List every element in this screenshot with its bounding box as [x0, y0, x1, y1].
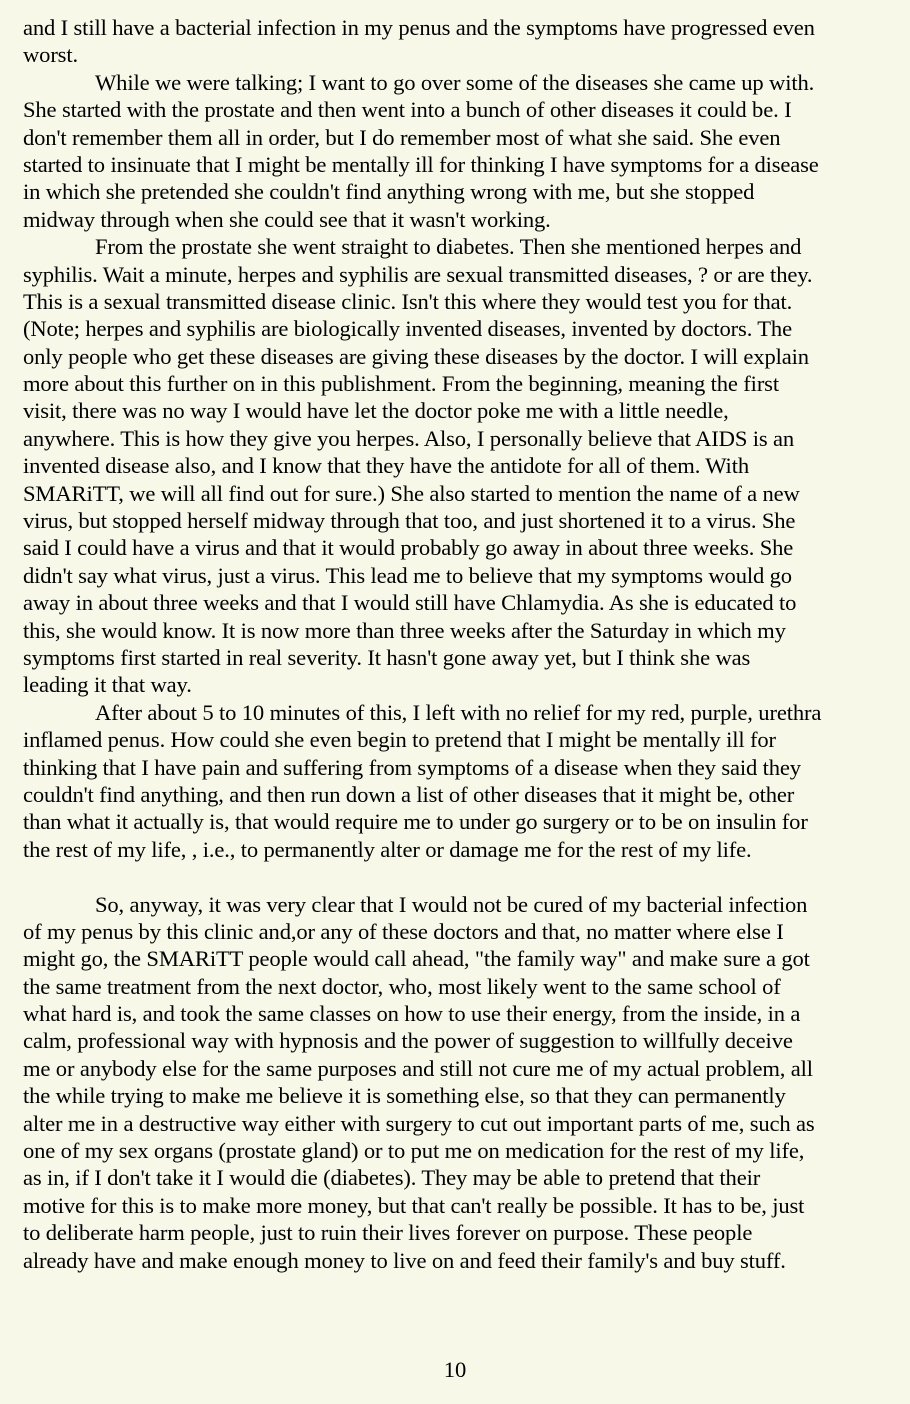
text-line: as in, if I don't take it I would die (diabetes). They may be able to pretend that their — [23, 1165, 761, 1191]
page-number: 10 — [443, 1357, 467, 1382]
text-line: away in about three weeks and that I would still have Chlamydia. As she is educated to — [23, 590, 797, 616]
paragraph-2 — [23, 233, 889, 699]
text-line: leading it that way. — [23, 672, 192, 698]
text-line: This is a sexual transmitted disease clinic. Isn't this where they would test you for that. — [23, 288, 793, 314]
text-line: the same treatment from the next doctor, who, most likely went to the same school of — [23, 973, 781, 999]
text-line: midway through when she could see that it wasn't working. — [23, 206, 551, 232]
document-page — [23, 14, 889, 1274]
text-line: this, she would know. It is now more than three weeks after the Saturday in which my — [23, 617, 786, 643]
text-line: virus, but stopped herself midway through that too, and just shortened it to a virus. She — [23, 508, 796, 534]
text-line: already have and make enough money to live on and feed their family's and buy stuff. — [23, 1247, 786, 1273]
text-line: than what it actually is, that would require me to under go surgery or to be on insulin for — [23, 809, 808, 835]
text-line: only people who get these diseases are giving these diseases by the doctor. I will explain — [23, 343, 809, 369]
paragraph-4 — [23, 891, 889, 1274]
text-line: started to insinuate that I might be mentally ill for thinking I have symptoms for a disease — [23, 151, 819, 177]
text-line: the while trying to make me believe it is something else, so that they can permanently — [23, 1083, 786, 1109]
text-line: SMARiTT, we will all find out for sure.) She also started to mention the name of a new — [23, 480, 800, 506]
text-line: While we were talking; I want to go over some of the diseases she came up with. — [95, 69, 815, 95]
text-line: in which she pretended she couldn't find anything wrong with me, but she stopped — [23, 179, 755, 205]
text-line: of my penus by this clinic and,or any of these doctors and that, no matter where else I — [23, 918, 784, 944]
text-line: visit, there was no way I would have let the doctor poke me with a little needle, — [23, 398, 729, 424]
text-line: couldn't find anything, and then run down a list of other diseases that it might be, other — [23, 781, 795, 807]
text-line: said I could have a virus and that it would probably go away in about three weeks. She — [23, 535, 794, 561]
text-line: more about this further on in this publishment. From the beginning, meaning the first — [23, 371, 779, 397]
text-line: the rest of my life, , i.e., to permanently alter or damage me for the rest of my life. — [23, 836, 752, 862]
text-line: don't remember them all in order, but I do remember most of what she said. She even — [23, 124, 781, 150]
text-line: So, anyway, it was very clear that I would not be cured of my bacterial infection — [95, 891, 808, 917]
text-line: invented disease also, and I know that they have the antidote for all of them. With — [23, 453, 749, 479]
text-line: didn't say what virus, just a virus. This lead me to believe that my symptoms would go — [23, 562, 792, 588]
text-line: to deliberate harm people, just to ruin their lives forever on purpose. These people — [23, 1220, 753, 1246]
paragraph-1 — [23, 69, 889, 233]
paragraph-3 — [23, 699, 889, 863]
text-line: motive for this is to make more money, but that can't really be possible. It has to be, just — [23, 1192, 805, 1218]
text-line: one of my sex organs (prostate gland) or to put me on medication for the rest of my life, — [23, 1138, 805, 1164]
paragraph-spacer — [23, 863, 889, 890]
text-line: After about 5 to 10 minutes of this, I left with no relief for my red, purple, urethra — [95, 699, 822, 725]
text-line: worst. — [23, 42, 78, 68]
text-line: (Note; herpes and syphilis are biologically invented diseases, invented by doctors. The — [23, 316, 792, 342]
text-line: alter me in a destructive way either with surgery to cut out important parts of me, such as — [23, 1110, 815, 1136]
text-line: From the prostate she went straight to diabetes. Then she mentioned herpes and — [95, 234, 802, 260]
text-line: She started with the prostate and then went into a bunch of other diseases it could be. I — [23, 97, 792, 123]
paragraph-0 — [23, 14, 889, 69]
text-line: syphilis. Wait a minute, herpes and syphilis are sexual transmitted diseases, ? or are they. — [23, 261, 813, 287]
text-line: might go, the SMARiTT people would call ahead, "the family way" and make sure a got — [23, 946, 810, 972]
text-line: inflamed penus. How could she even begin to pretend that I might be mentally ill for — [23, 727, 776, 753]
text-line: and I still have a bacterial infection in my penus and the symptoms have progressed even — [23, 15, 815, 40]
text-line: me or anybody else for the same purposes and still not cure me of my actual problem, all — [23, 1055, 813, 1081]
text-line: thinking that I have pain and suffering from symptoms of a disease when they said they — [23, 754, 801, 780]
text-line: symptoms first started in real severity. It hasn't gone away yet, but I think she was — [23, 644, 751, 670]
text-line: anywhere. This is how they give you herpes. Also, I personally believe that AIDS is an — [23, 425, 795, 451]
text-line: calm, professional way with hypnosis and the power of suggestion to willfully deceive — [23, 1028, 793, 1054]
text-line: what hard is, and took the same classes on how to use their energy, from the inside, in a — [23, 1001, 801, 1027]
